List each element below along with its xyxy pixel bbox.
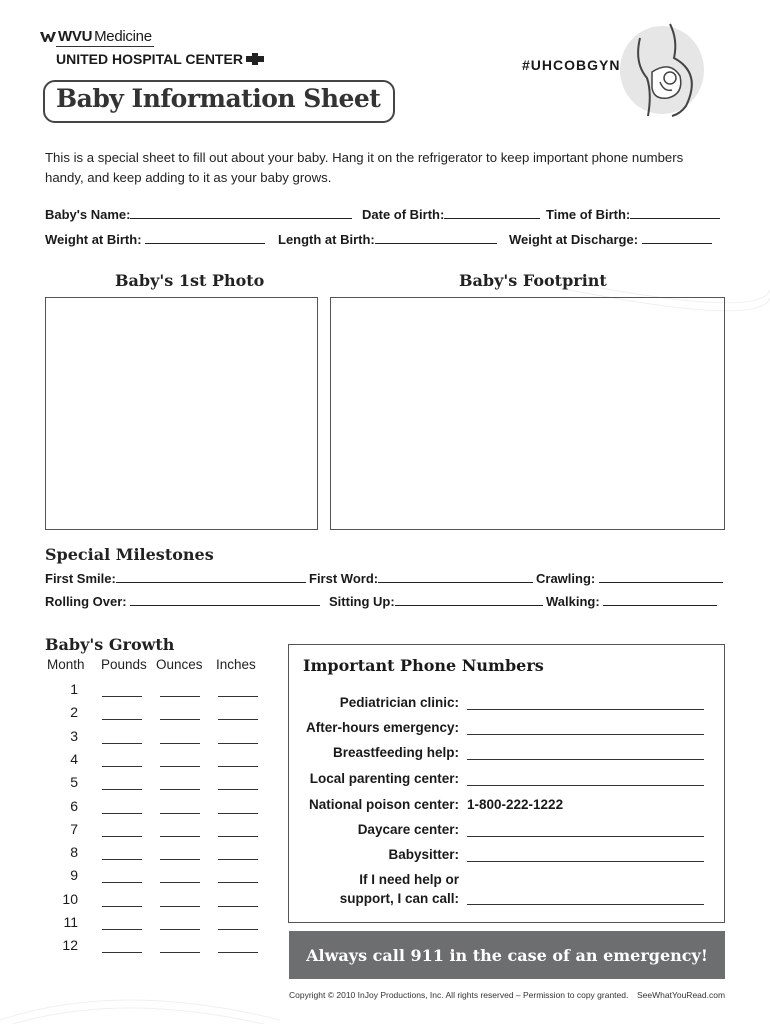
babys-name-label: Baby's Name: [45, 207, 131, 222]
help-line[interactable] [467, 904, 704, 905]
hospital-name [56, 51, 264, 67]
milestones-heading: Special Milestones [45, 545, 214, 564]
growth-pounds-line[interactable] [102, 952, 142, 953]
growth-heading: Baby's Growth [45, 635, 175, 654]
hashtag: #UHCOBGYN [522, 57, 621, 73]
crawling-field[interactable] [536, 571, 723, 586]
growth-ounces-line[interactable] [160, 882, 200, 883]
growth-month-label: 4 [70, 750, 78, 767]
growth-inches-line[interactable] [218, 836, 258, 837]
sitting-up-field[interactable] [329, 594, 543, 609]
date-of-birth-label: Date of Birth: [362, 207, 445, 222]
walking-field[interactable] [546, 594, 717, 609]
wvu-medicine-logo [40, 28, 152, 45]
breastfeeding-label: Breastfeeding help: [332, 745, 459, 760]
growth-ounces-line[interactable] [160, 789, 200, 790]
length-at-birth-field[interactable] [278, 232, 497, 247]
breastfeeding-line[interactable] [467, 759, 704, 760]
poison-center-label: National poison center: [308, 797, 459, 812]
growth-month-label: 11 [63, 914, 78, 930]
weight-at-birth-line[interactable] [145, 232, 265, 244]
wvu-logo-icon [40, 31, 56, 43]
copyright-text: Copyright © 2010 InJoy Productions, Inc. All rights reserved – Permission to copy granted. [289, 990, 629, 1000]
walking-line[interactable] [603, 594, 717, 606]
growth-month-label: 10 [62, 890, 78, 907]
growth-month-label: 12 [62, 937, 78, 954]
growth-pounds-line[interactable] [102, 696, 142, 697]
first-photo-box[interactable] [45, 297, 318, 530]
parenting-center-label: Local parenting center: [309, 771, 459, 786]
after-hours-label: After-hours emergency: [305, 720, 459, 735]
growth-col-month: Month [47, 657, 85, 672]
poison-center-number: 1-800-222-1222 [467, 797, 564, 812]
growth-ounces-line[interactable] [160, 836, 200, 837]
phone-numbers-heading: Important Phone Numbers [303, 656, 544, 675]
length-at-birth-label: Length at Birth: [278, 232, 375, 247]
walking-label: Walking: [546, 594, 600, 609]
rolling-over-field[interactable] [45, 594, 320, 609]
footprint-box[interactable] [330, 297, 725, 530]
daycare-label: Daycare center: [357, 822, 459, 837]
date-of-birth-field[interactable] [362, 207, 540, 222]
growth-inches-line[interactable] [218, 719, 258, 720]
help-label-line2: support, I can call: [339, 891, 459, 906]
growth-month-label: 8 [70, 844, 78, 861]
growth-ounces-line[interactable] [160, 859, 200, 860]
growth-month-label: 9 [70, 867, 78, 884]
growth-inches-line[interactable] [218, 789, 258, 790]
first-word-field[interactable] [309, 571, 533, 586]
growth-col-pounds: Pounds [101, 657, 147, 672]
intro-paragraph: This is a special sheet to fill out about your baby. Hang it on the refrigerator to keep important phone numbers handy, and keep adding to it as your baby grows. [45, 150, 684, 185]
first-smile-line[interactable] [116, 571, 306, 583]
growth-month-label: 6 [70, 797, 78, 814]
growth-col-ounces: Ounces [156, 657, 203, 672]
growth-pounds-line[interactable] [102, 766, 142, 767]
growth-ounces-line[interactable] [160, 906, 200, 907]
rolling-over-line[interactable] [130, 594, 320, 606]
growth-inches-line[interactable] [218, 859, 258, 860]
growth-inches-line[interactable] [218, 882, 258, 883]
growth-inches-line[interactable] [218, 766, 258, 767]
sitting-up-line[interactable] [395, 594, 543, 606]
growth-col-inches: Inches [216, 657, 256, 672]
weight-at-birth-label: Weight at Birth: [45, 232, 142, 247]
brand-light: Medicine [94, 28, 152, 45]
growth-pounds-line[interactable] [102, 719, 142, 720]
growth-pounds-line[interactable] [102, 836, 142, 837]
crawling-label: Crawling: [536, 571, 596, 586]
growth-pounds-line[interactable] [102, 743, 142, 744]
length-at-birth-line[interactable] [375, 232, 497, 244]
pregnancy-illustration-icon [612, 18, 712, 118]
growth-inches-line[interactable] [218, 952, 258, 953]
parenting-center-line[interactable] [467, 785, 704, 786]
after-hours-line[interactable] [467, 734, 704, 735]
pediatrician-line[interactable] [467, 709, 704, 710]
growth-pounds-line[interactable] [102, 929, 142, 930]
weight-at-discharge-line[interactable] [642, 232, 712, 244]
time-of-birth-field[interactable] [546, 207, 720, 222]
sitting-up-label: Sitting Up: [329, 594, 395, 609]
brand-bold: WVU [58, 28, 93, 45]
growth-pounds-line[interactable] [102, 813, 142, 814]
growth-pounds-line[interactable] [102, 906, 142, 907]
footprint-heading: Baby's Footprint [459, 271, 607, 290]
babys-name-line[interactable] [130, 207, 352, 219]
time-of-birth-line[interactable] [630, 207, 720, 219]
growth-month-label: 1 [70, 681, 78, 697]
weight-at-discharge-field[interactable] [509, 232, 712, 247]
growth-ounces-line[interactable] [160, 952, 200, 953]
logo-divider [56, 46, 154, 47]
babysitter-line[interactable] [467, 861, 704, 862]
weight-at-birth-field[interactable] [45, 232, 265, 247]
babysitter-label: Babysitter: [388, 847, 459, 862]
footer-site: SeeWhatYouRead.com [637, 990, 726, 1000]
growth-ounces-line[interactable] [160, 813, 200, 814]
babys-name-field[interactable] [45, 207, 352, 222]
growth-pounds-line[interactable] [102, 789, 142, 790]
weight-at-discharge-label: Weight at Discharge: [509, 232, 639, 247]
growth-ounces-line[interactable] [160, 696, 200, 697]
growth-ounces-line[interactable] [160, 766, 200, 767]
growth-ounces-line[interactable] [160, 743, 200, 744]
daycare-line[interactable] [467, 836, 704, 837]
growth-inches-line[interactable] [218, 696, 258, 697]
page-title: Baby Information Sheet [56, 84, 381, 113]
growth-inches-line[interactable] [218, 929, 258, 930]
hospital-name-text: UNITED HOSPITAL CENTER [56, 51, 243, 67]
growth-ounces-line[interactable] [160, 719, 200, 720]
growth-month-label: 7 [70, 820, 78, 837]
first-smile-label: First Smile: [45, 571, 116, 586]
growth-ounces-line[interactable] [160, 929, 200, 930]
growth-pounds-line[interactable] [102, 882, 142, 883]
growth-month-label: 2 [70, 704, 78, 721]
first-smile-field[interactable] [45, 571, 306, 586]
first-word-line[interactable] [378, 571, 533, 583]
growth-month-label: 5 [70, 774, 78, 791]
pediatrician-label: Pediatrician clinic: [339, 695, 459, 710]
plus-cross-icon [246, 53, 264, 65]
growth-inches-line[interactable] [218, 743, 258, 744]
help-label-line1: If I need help or [359, 872, 459, 887]
growth-inches-line[interactable] [218, 906, 258, 907]
time-of-birth-label: Time of Birth: [546, 207, 631, 222]
first-photo-heading: Baby's 1st Photo [115, 271, 265, 290]
emergency-banner: Always call 911 in the case of an emergency! [289, 931, 725, 979]
rolling-over-label: Rolling Over: [45, 594, 127, 609]
growth-pounds-line[interactable] [102, 859, 142, 860]
growth-inches-line[interactable] [218, 813, 258, 814]
date-of-birth-line[interactable] [444, 207, 540, 219]
crawling-line[interactable] [599, 571, 723, 583]
growth-month-label: 3 [70, 727, 78, 744]
first-word-label: First Word: [309, 571, 379, 586]
